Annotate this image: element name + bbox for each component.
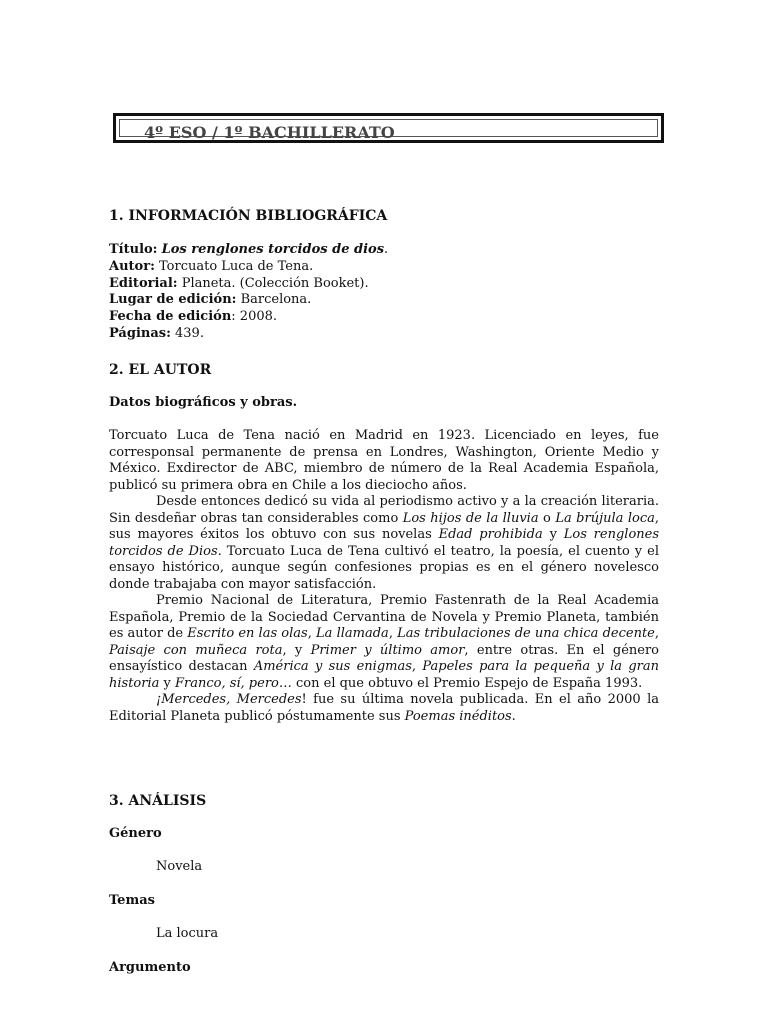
field-fecha	[109, 309, 669, 326]
p4-work-title: ¡Mercedes, Mercedes	[156, 692, 302, 707]
p4-work-title: Poemas inéditos	[404, 708, 512, 724]
p2-text-a: Desde entonces dedicó su vida al periodismo activo y a la creación literaria. Sin desdeñar obras tan considerables como	[109, 494, 659, 526]
editorial-value: Planeta. (Colección Booket).	[177, 275, 369, 291]
p3-work-title: Papeles para la pequeña y la gran historia	[109, 659, 659, 691]
temas-value: La locura	[156, 926, 219, 941]
p3-text-c: ,	[307, 626, 317, 641]
p2-work-title: Edad prohibida	[438, 527, 543, 542]
p3-text-g: ,	[654, 626, 660, 641]
header-frame	[113, 113, 664, 143]
p2-text-e: , sus mayores éxitos los obtuvo con sus novelas	[109, 510, 659, 542]
p3-work-title: América y sus enigmas	[253, 659, 412, 674]
argumento-label: Argumento	[109, 960, 191, 975]
genero-label: Género	[109, 826, 162, 841]
p3-work-title: Primer y último amor	[310, 642, 465, 658]
p2-text-g: y	[542, 527, 564, 542]
p3-work-title: La llamada	[316, 626, 389, 641]
bibliographic-fields	[109, 242, 669, 343]
header-title: 4º ESO / 1º BACHILLERATO	[144, 123, 395, 142]
p3-text-k: , entre otras. En el género ensayístico destacan	[109, 642, 659, 674]
bio-paragraph-1: Torcuato Luca de Tena nació en Madrid en 1923. Licenciado en leyes, fue corresponsal permanente de prensa en Londres, Washington, Oriente Medio y México. Exdirector de ABC, miembro de número de la Real Academia Española, publicó su primera obra en Chile a los dieciocho años.	[109, 428, 659, 493]
section-1-heading: 1. INFORMACIÓN BIBLIOGRÁFICA	[109, 208, 388, 224]
field-autor	[109, 259, 669, 276]
temas-label: Temas	[109, 893, 155, 908]
bio-paragraph-4	[109, 692, 659, 725]
fecha-value: : 2008.	[231, 309, 278, 325]
author-biography	[109, 428, 659, 725]
titulo-end: .	[384, 242, 389, 257]
genero-value: Novela	[156, 859, 203, 874]
p2-work-title: La brújula loca	[555, 510, 655, 526]
p3-work-title: Franco, sí, pero…	[174, 675, 292, 691]
field-titulo	[109, 242, 669, 259]
p2-work-title: Los renglones torcidos de Dios	[109, 527, 660, 559]
p3-text-i: , y	[282, 642, 311, 658]
p3-text-q: con el que obtuvo el Premio Espejo de España 1993.	[291, 675, 643, 691]
p3-text-m: ,	[411, 659, 423, 674]
fecha-label: Fecha de edición	[109, 309, 232, 325]
lugar-label: Lugar de edición:	[109, 292, 237, 308]
p3-work-title: Las tribulaciones de una chica decente	[397, 626, 655, 641]
lugar-value: Barcelona.	[236, 292, 312, 308]
paginas-value: 439.	[170, 325, 204, 341]
titulo-label: Título:	[109, 242, 158, 257]
section-2-subheading: Datos biográficos y obras.	[109, 395, 298, 410]
p3-text-e: ,	[388, 626, 398, 641]
p2-work-title: Los hijos de la lluvia	[402, 510, 539, 526]
bio-paragraph-3	[109, 593, 659, 692]
field-lugar	[109, 292, 669, 309]
autor-value: Torcuato Luca de Tena.	[154, 258, 314, 274]
paginas-label: Páginas:	[109, 325, 171, 341]
section-3-heading: 3. ANÁLISIS	[109, 793, 207, 809]
p2-text-c: o	[538, 510, 556, 526]
p3-text-a: Premio Nacional de Literatura, Premio Fastenrath de la Real Academia Española, Premio de la Sociedad Cervantina de Novela y Premio Planeta, también es autor de	[109, 593, 659, 641]
header-inner-frame	[119, 119, 658, 142]
autor-label: Autor:	[109, 258, 155, 274]
p4-text-d: .	[511, 708, 516, 724]
editorial-label: Editorial:	[109, 275, 178, 291]
field-editorial	[109, 276, 669, 293]
p3-work-title: Escrito en las olas	[187, 626, 308, 641]
bio-paragraph-2	[109, 494, 659, 593]
p2-text-i: . Torcuato Luca de Tena cultivó el teatro, la poesía, el cuento y el ensayo histórico, aunque según confesiones propias es en el género novelesco donde trabajaba con mayor satisfacción.	[109, 543, 659, 592]
field-paginas	[109, 326, 669, 343]
p3-text-o: y	[159, 675, 175, 691]
p3-work-title: Paisaje con muñeca rota	[109, 642, 283, 658]
p4-text-b: ! fue su última novela publicada. En el año 2000 la Editorial Planeta publicó póstumamente sus	[109, 692, 659, 724]
section-2-heading: 2. EL AUTOR	[109, 362, 212, 378]
titulo-value: Los renglones torcidos de dios	[161, 242, 385, 257]
